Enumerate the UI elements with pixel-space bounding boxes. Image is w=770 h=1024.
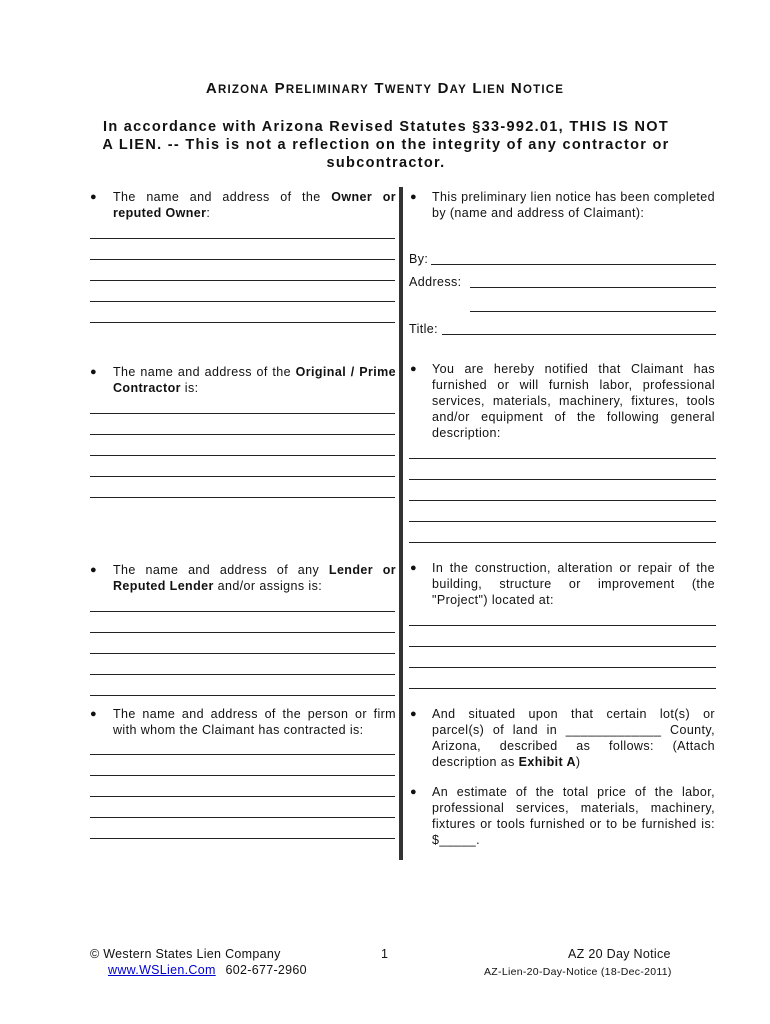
- form-name: AZ 20 Day Notice: [568, 947, 671, 961]
- situated-text: And situated upon that certain lot(s) or parcel(s) of land in _____________ County, Arizona, described as follows: (Attach description as Exhibit A): [432, 707, 715, 769]
- contracted-line[interactable]: [90, 754, 395, 755]
- lender-line[interactable]: [90, 695, 395, 696]
- bullet-icon: ●: [410, 363, 417, 375]
- bullet-icon: ●: [90, 366, 97, 378]
- project-line[interactable]: [409, 625, 716, 626]
- estimate-text: An estimate of the total price of the labor, professional services, materials, machinery, fixtures or tools furnished or to be furnished is: $_____.: [432, 785, 715, 847]
- contracted-party-label: The name and address of the person or firm with whom the Claimant has contracted is:: [113, 707, 396, 737]
- owner-line[interactable]: [90, 238, 395, 239]
- prime-line[interactable]: [90, 455, 395, 456]
- owner-line[interactable]: [90, 322, 395, 323]
- lender-line[interactable]: [90, 611, 395, 612]
- contracted-line[interactable]: [90, 775, 395, 776]
- project-line[interactable]: [409, 646, 716, 647]
- prime-line[interactable]: [90, 497, 395, 498]
- title-label: Title:: [409, 322, 439, 336]
- bullet-icon: ●: [90, 191, 97, 203]
- owner-line[interactable]: [90, 259, 395, 260]
- column-divider: [399, 187, 403, 860]
- bullet-icon: ●: [90, 564, 97, 576]
- address-line[interactable]: [470, 287, 716, 288]
- lender-line[interactable]: [90, 653, 395, 654]
- contracted-line[interactable]: [90, 817, 395, 818]
- bullet-icon: ●: [410, 562, 417, 574]
- page-title: ARIZONA PRELIMINARY TWENTY DAY LIEN NOTICE: [205, 80, 565, 97]
- owner-line[interactable]: [90, 301, 395, 302]
- bullet-icon: ●: [90, 708, 97, 720]
- owner-label: The name and address of the Owner or reputed Owner:: [113, 190, 396, 220]
- prime-line[interactable]: [90, 434, 395, 435]
- notified-text: You are hereby notified that Claimant has furnished or will furnish labor, professional services, materials, machinery, fixtures, tools and/or equipment of the following general description:: [432, 362, 715, 440]
- lender-label: The name and address of any Lender or Reputed Lender and/or assigns is:: [113, 563, 397, 593]
- description-line[interactable]: [409, 542, 716, 543]
- completed-by-label: This preliminary lien notice has been completed by (name and address of Claimant):: [432, 190, 715, 220]
- bullet-icon: ●: [410, 786, 417, 798]
- form-id: AZ-Lien-20-Day-Notice (18-Dec-2011): [484, 966, 672, 978]
- contracted-line[interactable]: [90, 796, 395, 797]
- contracted-line[interactable]: [90, 838, 395, 839]
- company-name: © Western States Lien Company: [90, 947, 281, 961]
- construction-text: In the construction, alteration or repair of the building, structure or improvement (the "Project") located at:: [432, 561, 715, 607]
- lender-line[interactable]: [90, 674, 395, 675]
- prime-line[interactable]: [90, 413, 395, 414]
- project-line[interactable]: [409, 688, 716, 689]
- title-line[interactable]: [442, 334, 716, 335]
- bullet-icon: ●: [410, 191, 417, 203]
- website-contact: [108, 963, 307, 977]
- address-line[interactable]: [470, 311, 716, 312]
- by-label: By:: [409, 252, 429, 266]
- phone-number: 602-677-2960: [225, 963, 307, 977]
- description-line[interactable]: [409, 479, 716, 480]
- intro-statement: In accordance with Arizona Revised Statutes §33-992.01, THIS IS NOT A LIEN. -- This is not a reflection on the integrity of any contractor or subcontractor.: [102, 119, 670, 171]
- description-line[interactable]: [409, 500, 716, 501]
- prime-contractor-label: The name and address of the Original / Prime Contractor is:: [113, 365, 396, 395]
- prime-line[interactable]: [90, 476, 395, 477]
- address-label: Address:: [409, 275, 462, 289]
- description-line[interactable]: [409, 458, 716, 459]
- owner-line[interactable]: [90, 280, 395, 281]
- by-line[interactable]: [431, 264, 716, 265]
- bullet-icon: ●: [410, 708, 417, 720]
- page-number: 1: [381, 947, 389, 961]
- lender-line[interactable]: [90, 632, 395, 633]
- website-link[interactable]: www.WSLien.Com: [108, 963, 216, 977]
- project-line[interactable]: [409, 667, 716, 668]
- description-line[interactable]: [409, 521, 716, 522]
